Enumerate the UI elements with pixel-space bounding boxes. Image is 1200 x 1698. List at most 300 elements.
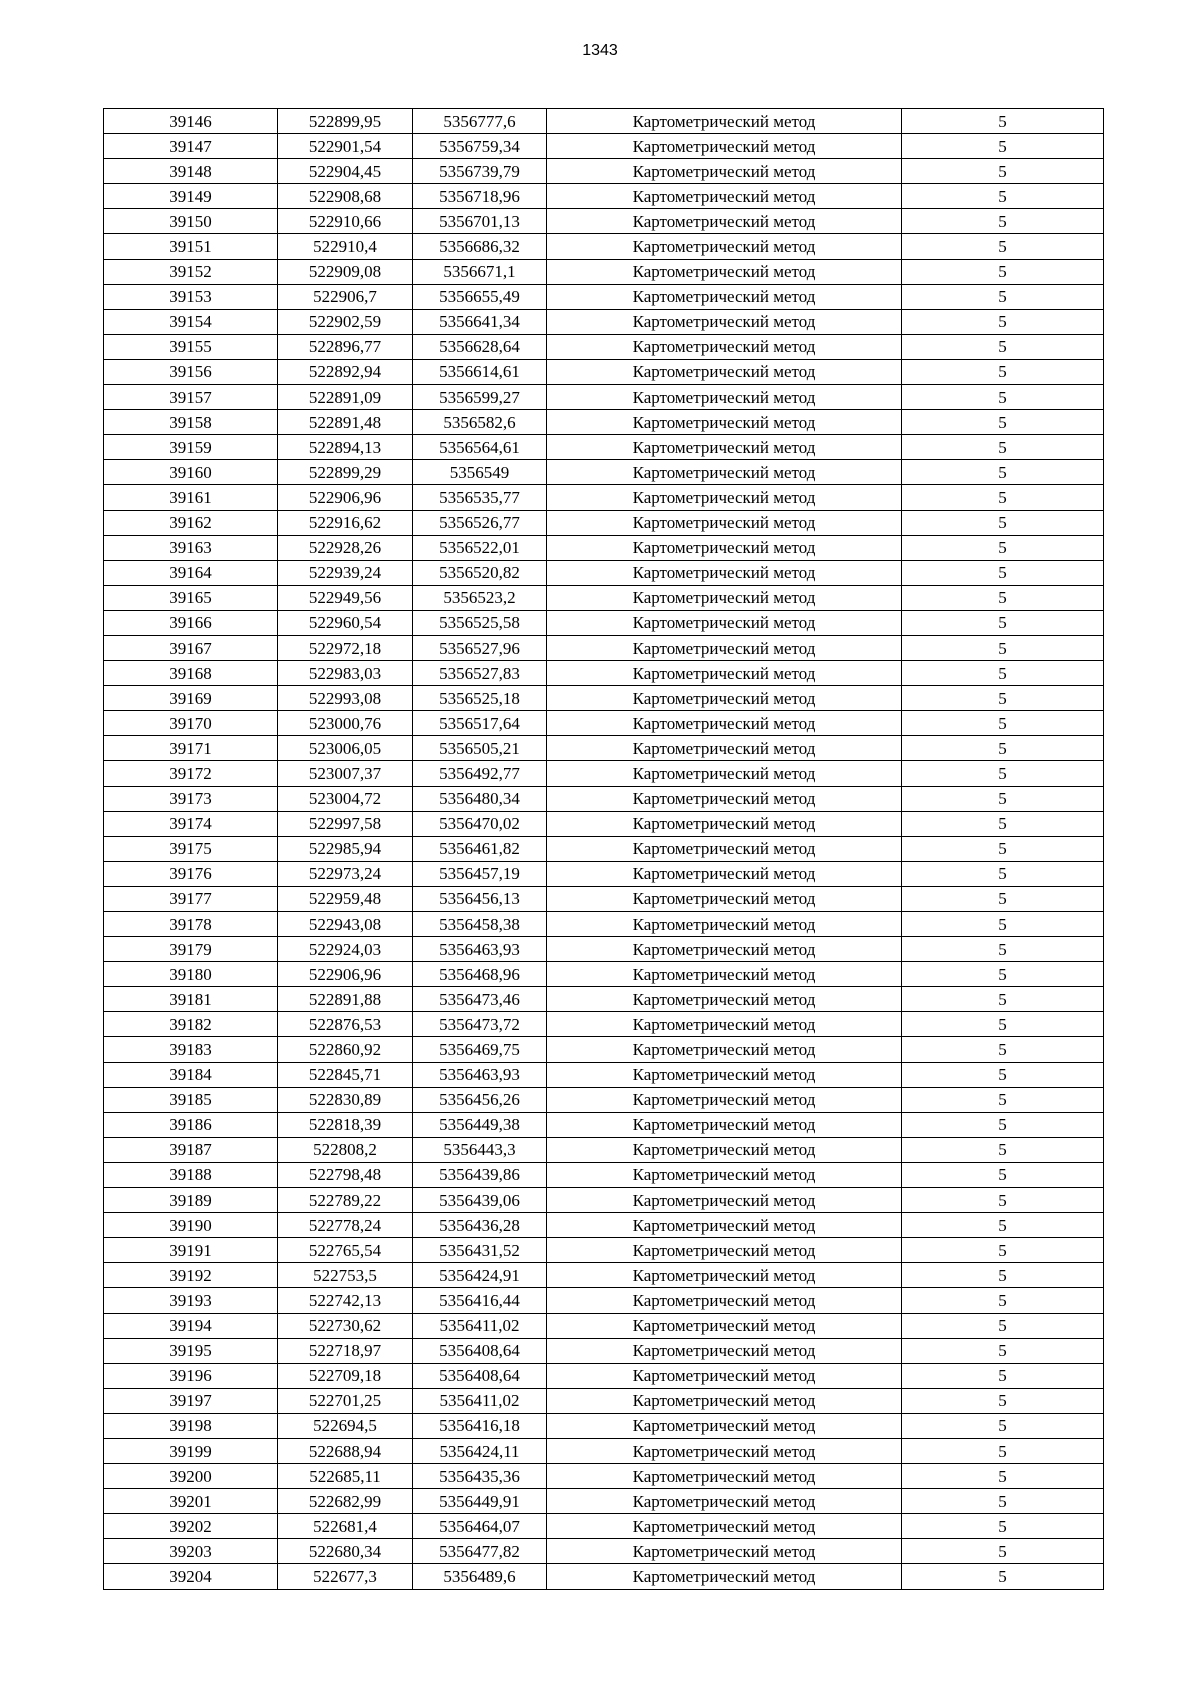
x-coordinate-cell: 522899,95 <box>278 109 413 134</box>
table-row <box>104 1313 1104 1338</box>
method-cell: Картометрический метод <box>547 1514 902 1539</box>
y-coordinate-cell: 5356411,02 <box>413 1313 547 1338</box>
y-coordinate-cell: 5356739,79 <box>413 159 547 184</box>
method-cell: Картометрический метод <box>547 1137 902 1162</box>
accuracy-cell: 5 <box>902 259 1104 284</box>
point-number-cell: 39204 <box>104 1564 278 1589</box>
point-number-cell: 39168 <box>104 661 278 686</box>
accuracy-cell: 5 <box>902 535 1104 560</box>
accuracy-cell: 5 <box>902 334 1104 359</box>
method-cell: Картометрический метод <box>547 686 902 711</box>
x-coordinate-cell: 522997,58 <box>278 811 413 836</box>
method-cell: Картометрический метод <box>547 635 902 660</box>
table-row <box>104 585 1104 610</box>
point-number-cell: 39160 <box>104 460 278 485</box>
x-coordinate-cell: 522718,97 <box>278 1338 413 1363</box>
table-row <box>104 912 1104 937</box>
accuracy-cell: 5 <box>902 435 1104 460</box>
method-cell: Картометрический метод <box>547 987 902 1012</box>
point-number-cell: 39149 <box>104 184 278 209</box>
accuracy-cell: 5 <box>902 1464 1104 1489</box>
table-row <box>104 1564 1104 1589</box>
accuracy-cell: 5 <box>902 184 1104 209</box>
x-coordinate-cell: 522909,08 <box>278 259 413 284</box>
point-number-cell: 39196 <box>104 1363 278 1388</box>
point-number-cell: 39191 <box>104 1238 278 1263</box>
table-row <box>104 1137 1104 1162</box>
table-row <box>104 686 1104 711</box>
x-coordinate-cell: 522906,7 <box>278 284 413 309</box>
y-coordinate-cell: 5356489,6 <box>413 1564 547 1589</box>
method-cell: Картометрический метод <box>547 535 902 560</box>
accuracy-cell: 5 <box>902 284 1104 309</box>
y-coordinate-cell: 5356424,91 <box>413 1263 547 1288</box>
accuracy-cell: 5 <box>902 385 1104 410</box>
x-coordinate-cell: 522818,39 <box>278 1112 413 1137</box>
y-coordinate-cell: 5356411,02 <box>413 1388 547 1413</box>
x-coordinate-cell: 522894,13 <box>278 435 413 460</box>
accuracy-cell: 5 <box>902 1413 1104 1438</box>
x-coordinate-cell: 522798,48 <box>278 1162 413 1187</box>
point-number-cell: 39162 <box>104 510 278 535</box>
method-cell: Картометрический метод <box>547 811 902 836</box>
point-number-cell: 39180 <box>104 962 278 987</box>
y-coordinate-cell: 5356473,46 <box>413 987 547 1012</box>
x-coordinate-cell: 522985,94 <box>278 836 413 861</box>
table-row <box>104 635 1104 660</box>
x-coordinate-cell: 522891,88 <box>278 987 413 1012</box>
table-row <box>104 610 1104 635</box>
y-coordinate-cell: 5356671,1 <box>413 259 547 284</box>
table-row <box>104 1188 1104 1213</box>
point-number-cell: 39203 <box>104 1539 278 1564</box>
x-coordinate-cell: 522924,03 <box>278 937 413 962</box>
method-cell: Картометрический метод <box>547 410 902 435</box>
accuracy-cell: 5 <box>902 886 1104 911</box>
accuracy-cell: 5 <box>902 485 1104 510</box>
method-cell: Картометрический метод <box>547 585 902 610</box>
table-row <box>104 1037 1104 1062</box>
point-number-cell: 39151 <box>104 234 278 259</box>
y-coordinate-cell: 5356457,19 <box>413 861 547 886</box>
y-coordinate-cell: 5356549 <box>413 460 547 485</box>
method-cell: Картометрический метод <box>547 1438 902 1463</box>
x-coordinate-cell: 522906,96 <box>278 962 413 987</box>
y-coordinate-cell: 5356470,02 <box>413 811 547 836</box>
y-coordinate-cell: 5356416,44 <box>413 1288 547 1313</box>
accuracy-cell: 5 <box>902 811 1104 836</box>
x-coordinate-cell: 522830,89 <box>278 1087 413 1112</box>
accuracy-cell: 5 <box>902 234 1104 259</box>
table-row <box>104 811 1104 836</box>
point-number-cell: 39188 <box>104 1162 278 1187</box>
x-coordinate-cell: 522709,18 <box>278 1363 413 1388</box>
y-coordinate-cell: 5356526,77 <box>413 510 547 535</box>
method-cell: Картометрический метод <box>547 962 902 987</box>
accuracy-cell: 5 <box>902 1162 1104 1187</box>
y-coordinate-cell: 5356522,01 <box>413 535 547 560</box>
y-coordinate-cell: 5356517,64 <box>413 711 547 736</box>
table-row <box>104 1539 1104 1564</box>
x-coordinate-cell: 522899,29 <box>278 460 413 485</box>
accuracy-cell: 5 <box>902 1539 1104 1564</box>
table-row <box>104 1464 1104 1489</box>
method-cell: Картометрический метод <box>547 334 902 359</box>
table-row <box>104 1438 1104 1463</box>
point-number-cell: 39186 <box>104 1112 278 1137</box>
point-number-cell: 39146 <box>104 109 278 134</box>
x-coordinate-cell: 522916,62 <box>278 510 413 535</box>
table-row <box>104 1413 1104 1438</box>
method-cell: Картометрический метод <box>547 259 902 284</box>
y-coordinate-cell: 5356463,93 <box>413 1062 547 1087</box>
table-row <box>104 284 1104 309</box>
accuracy-cell: 5 <box>902 134 1104 159</box>
point-number-cell: 39173 <box>104 786 278 811</box>
x-coordinate-cell: 522891,48 <box>278 410 413 435</box>
table-row <box>104 109 1104 134</box>
point-number-cell: 39175 <box>104 836 278 861</box>
table-row <box>104 560 1104 585</box>
accuracy-cell: 5 <box>902 1112 1104 1137</box>
y-coordinate-cell: 5356461,82 <box>413 836 547 861</box>
accuracy-cell: 5 <box>902 585 1104 610</box>
y-coordinate-cell: 5356456,26 <box>413 1087 547 1112</box>
accuracy-cell: 5 <box>902 1213 1104 1238</box>
y-coordinate-cell: 5356473,72 <box>413 1012 547 1037</box>
y-coordinate-cell: 5356525,58 <box>413 610 547 635</box>
point-number-cell: 39148 <box>104 159 278 184</box>
method-cell: Картометрический метод <box>547 1313 902 1338</box>
point-number-cell: 39193 <box>104 1288 278 1313</box>
method-cell: Картометрический метод <box>547 937 902 962</box>
point-number-cell: 39183 <box>104 1037 278 1062</box>
table-row <box>104 184 1104 209</box>
x-coordinate-cell: 522973,24 <box>278 861 413 886</box>
accuracy-cell: 5 <box>902 460 1104 485</box>
method-cell: Картометрический метод <box>547 1288 902 1313</box>
x-coordinate-cell: 522789,22 <box>278 1188 413 1213</box>
x-coordinate-cell: 522742,13 <box>278 1288 413 1313</box>
x-coordinate-cell: 522960,54 <box>278 610 413 635</box>
y-coordinate-cell: 5356458,38 <box>413 912 547 937</box>
accuracy-cell: 5 <box>902 1062 1104 1087</box>
accuracy-cell: 5 <box>902 686 1104 711</box>
y-coordinate-cell: 5356759,34 <box>413 134 547 159</box>
point-number-cell: 39161 <box>104 485 278 510</box>
x-coordinate-cell: 522928,26 <box>278 535 413 560</box>
x-coordinate-cell: 522906,96 <box>278 485 413 510</box>
method-cell: Картометрический метод <box>547 184 902 209</box>
point-number-cell: 39178 <box>104 912 278 937</box>
table-row <box>104 836 1104 861</box>
point-number-cell: 39194 <box>104 1313 278 1338</box>
point-number-cell: 39184 <box>104 1062 278 1087</box>
point-number-cell: 39187 <box>104 1137 278 1162</box>
x-coordinate-cell: 522808,2 <box>278 1137 413 1162</box>
table-row <box>104 1388 1104 1413</box>
y-coordinate-cell: 5356436,28 <box>413 1213 547 1238</box>
table-row <box>104 1087 1104 1112</box>
point-number-cell: 39157 <box>104 385 278 410</box>
y-coordinate-cell: 5356628,64 <box>413 334 547 359</box>
accuracy-cell: 5 <box>902 836 1104 861</box>
page-number: 1343 <box>582 42 618 59</box>
accuracy-cell: 5 <box>902 1288 1104 1313</box>
method-cell: Картометрический метод <box>547 1112 902 1137</box>
method-cell: Картометрический метод <box>547 359 902 384</box>
accuracy-cell: 5 <box>902 861 1104 886</box>
method-cell: Картометрический метод <box>547 711 902 736</box>
accuracy-cell: 5 <box>902 786 1104 811</box>
table-row <box>104 1162 1104 1187</box>
point-number-cell: 39156 <box>104 359 278 384</box>
method-cell: Картометрический метод <box>547 736 902 761</box>
point-number-cell: 39155 <box>104 334 278 359</box>
y-coordinate-cell: 5356641,34 <box>413 309 547 334</box>
y-coordinate-cell: 5356408,64 <box>413 1363 547 1388</box>
x-coordinate-cell: 522677,3 <box>278 1564 413 1589</box>
accuracy-cell: 5 <box>902 661 1104 686</box>
accuracy-cell: 5 <box>902 560 1104 585</box>
accuracy-cell: 5 <box>902 1489 1104 1514</box>
method-cell: Картометрический метод <box>547 385 902 410</box>
x-coordinate-cell: 522685,11 <box>278 1464 413 1489</box>
y-coordinate-cell: 5356439,86 <box>413 1162 547 1187</box>
x-coordinate-cell: 522939,24 <box>278 560 413 585</box>
table-row <box>104 736 1104 761</box>
x-coordinate-cell: 522701,25 <box>278 1388 413 1413</box>
method-cell: Картометрический метод <box>547 209 902 234</box>
method-cell: Картометрический метод <box>547 1489 902 1514</box>
y-coordinate-cell: 5356435,36 <box>413 1464 547 1489</box>
point-number-cell: 39171 <box>104 736 278 761</box>
method-cell: Картометрический метод <box>547 761 902 786</box>
table-row <box>104 1238 1104 1263</box>
y-coordinate-cell: 5356599,27 <box>413 385 547 410</box>
table-row <box>104 1062 1104 1087</box>
accuracy-cell: 5 <box>902 635 1104 660</box>
method-cell: Картометрический метод <box>547 485 902 510</box>
accuracy-cell: 5 <box>902 359 1104 384</box>
x-coordinate-cell: 522778,24 <box>278 1213 413 1238</box>
coordinates-table-body <box>104 109 1104 1590</box>
table-row <box>104 962 1104 987</box>
method-cell: Картометрический метод <box>547 284 902 309</box>
x-coordinate-cell: 522891,09 <box>278 385 413 410</box>
accuracy-cell: 5 <box>902 209 1104 234</box>
table-row <box>104 761 1104 786</box>
accuracy-cell: 5 <box>902 736 1104 761</box>
accuracy-cell: 5 <box>902 1037 1104 1062</box>
point-number-cell: 39167 <box>104 635 278 660</box>
accuracy-cell: 5 <box>902 1188 1104 1213</box>
x-coordinate-cell: 522959,48 <box>278 886 413 911</box>
table-row <box>104 987 1104 1012</box>
accuracy-cell: 5 <box>902 159 1104 184</box>
table-row <box>104 309 1104 334</box>
x-coordinate-cell: 523007,37 <box>278 761 413 786</box>
coordinates-table <box>103 108 1104 1590</box>
table-row <box>104 485 1104 510</box>
point-number-cell: 39195 <box>104 1338 278 1363</box>
x-coordinate-cell: 522876,53 <box>278 1012 413 1037</box>
point-number-cell: 39170 <box>104 711 278 736</box>
y-coordinate-cell: 5356505,21 <box>413 736 547 761</box>
y-coordinate-cell: 5356525,18 <box>413 686 547 711</box>
method-cell: Картометрический метод <box>547 1162 902 1187</box>
y-coordinate-cell: 5356492,77 <box>413 761 547 786</box>
accuracy-cell: 5 <box>902 1514 1104 1539</box>
point-number-cell: 39166 <box>104 610 278 635</box>
point-number-cell: 39177 <box>104 886 278 911</box>
x-coordinate-cell: 522993,08 <box>278 686 413 711</box>
x-coordinate-cell: 523004,72 <box>278 786 413 811</box>
method-cell: Картометрический метод <box>547 159 902 184</box>
table-row <box>104 334 1104 359</box>
accuracy-cell: 5 <box>902 1313 1104 1338</box>
x-coordinate-cell: 522949,56 <box>278 585 413 610</box>
method-cell: Картометрический метод <box>547 1564 902 1589</box>
method-cell: Картометрический метод <box>547 861 902 886</box>
y-coordinate-cell: 5356416,18 <box>413 1413 547 1438</box>
x-coordinate-cell: 522910,66 <box>278 209 413 234</box>
accuracy-cell: 5 <box>902 510 1104 535</box>
table-row <box>104 1263 1104 1288</box>
method-cell: Картометрический метод <box>547 1037 902 1062</box>
point-number-cell: 39189 <box>104 1188 278 1213</box>
point-number-cell: 39158 <box>104 410 278 435</box>
method-cell: Картометрический метод <box>547 1238 902 1263</box>
y-coordinate-cell: 5356718,96 <box>413 184 547 209</box>
point-number-cell: 39153 <box>104 284 278 309</box>
point-number-cell: 39163 <box>104 535 278 560</box>
method-cell: Картометрический метод <box>547 1087 902 1112</box>
method-cell: Картометрический метод <box>547 661 902 686</box>
accuracy-cell: 5 <box>902 1388 1104 1413</box>
point-number-cell: 39159 <box>104 435 278 460</box>
accuracy-cell: 5 <box>902 1338 1104 1363</box>
accuracy-cell: 5 <box>902 761 1104 786</box>
method-cell: Картометрический метод <box>547 1213 902 1238</box>
table-row <box>104 410 1104 435</box>
accuracy-cell: 5 <box>902 1564 1104 1589</box>
y-coordinate-cell: 5356527,83 <box>413 661 547 686</box>
method-cell: Картометрический метод <box>547 510 902 535</box>
x-coordinate-cell: 522694,5 <box>278 1413 413 1438</box>
point-number-cell: 39164 <box>104 560 278 585</box>
method-cell: Картометрический метод <box>547 836 902 861</box>
method-cell: Картометрический метод <box>547 610 902 635</box>
accuracy-cell: 5 <box>902 962 1104 987</box>
method-cell: Картометрический метод <box>547 886 902 911</box>
method-cell: Картометрический метод <box>547 1363 902 1388</box>
x-coordinate-cell: 522860,92 <box>278 1037 413 1062</box>
x-coordinate-cell: 522908,68 <box>278 184 413 209</box>
y-coordinate-cell: 5356564,61 <box>413 435 547 460</box>
accuracy-cell: 5 <box>902 711 1104 736</box>
method-cell: Картометрический метод <box>547 1413 902 1438</box>
accuracy-cell: 5 <box>902 987 1104 1012</box>
y-coordinate-cell: 5356408,64 <box>413 1338 547 1363</box>
y-coordinate-cell: 5356463,93 <box>413 937 547 962</box>
x-coordinate-cell: 522765,54 <box>278 1238 413 1263</box>
y-coordinate-cell: 5356523,2 <box>413 585 547 610</box>
point-number-cell: 39181 <box>104 987 278 1012</box>
y-coordinate-cell: 5356535,77 <box>413 485 547 510</box>
table-row <box>104 1012 1104 1037</box>
x-coordinate-cell: 522972,18 <box>278 635 413 660</box>
table-row <box>104 535 1104 560</box>
accuracy-cell: 5 <box>902 309 1104 334</box>
table-row <box>104 234 1104 259</box>
y-coordinate-cell: 5356527,96 <box>413 635 547 660</box>
point-number-cell: 39190 <box>104 1213 278 1238</box>
point-number-cell: 39200 <box>104 1464 278 1489</box>
point-number-cell: 39197 <box>104 1388 278 1413</box>
y-coordinate-cell: 5356480,34 <box>413 786 547 811</box>
x-coordinate-cell: 522730,62 <box>278 1313 413 1338</box>
table-row <box>104 134 1104 159</box>
y-coordinate-cell: 5356468,96 <box>413 962 547 987</box>
method-cell: Картометрический метод <box>547 460 902 485</box>
accuracy-cell: 5 <box>902 1137 1104 1162</box>
y-coordinate-cell: 5356431,52 <box>413 1238 547 1263</box>
table-row <box>104 1338 1104 1363</box>
accuracy-cell: 5 <box>902 1087 1104 1112</box>
x-coordinate-cell: 522682,99 <box>278 1489 413 1514</box>
y-coordinate-cell: 5356464,07 <box>413 1514 547 1539</box>
x-coordinate-cell: 523000,76 <box>278 711 413 736</box>
table-row <box>104 460 1104 485</box>
accuracy-cell: 5 <box>902 610 1104 635</box>
method-cell: Картометрический метод <box>547 1338 902 1363</box>
method-cell: Картометрический метод <box>547 1263 902 1288</box>
y-coordinate-cell: 5356582,6 <box>413 410 547 435</box>
x-coordinate-cell: 522910,4 <box>278 234 413 259</box>
x-coordinate-cell: 522896,77 <box>278 334 413 359</box>
table-row <box>104 1213 1104 1238</box>
point-number-cell: 39174 <box>104 811 278 836</box>
point-number-cell: 39198 <box>104 1413 278 1438</box>
method-cell: Картометрический метод <box>547 1012 902 1037</box>
table-row <box>104 886 1104 911</box>
y-coordinate-cell: 5356520,82 <box>413 560 547 585</box>
table-row <box>104 661 1104 686</box>
table-row <box>104 1514 1104 1539</box>
y-coordinate-cell: 5356439,06 <box>413 1188 547 1213</box>
y-coordinate-cell: 5356614,61 <box>413 359 547 384</box>
point-number-cell: 39154 <box>104 309 278 334</box>
x-coordinate-cell: 522680,34 <box>278 1539 413 1564</box>
method-cell: Картометрический метод <box>547 1464 902 1489</box>
accuracy-cell: 5 <box>902 912 1104 937</box>
accuracy-cell: 5 <box>902 1238 1104 1263</box>
x-coordinate-cell: 522753,5 <box>278 1263 413 1288</box>
y-coordinate-cell: 5356449,38 <box>413 1112 547 1137</box>
table-row <box>104 510 1104 535</box>
point-number-cell: 39185 <box>104 1087 278 1112</box>
point-number-cell: 39147 <box>104 134 278 159</box>
x-coordinate-cell: 522901,54 <box>278 134 413 159</box>
accuracy-cell: 5 <box>902 1363 1104 1388</box>
table-row <box>104 385 1104 410</box>
point-number-cell: 39201 <box>104 1489 278 1514</box>
table-row <box>104 1288 1104 1313</box>
method-cell: Картометрический метод <box>547 1388 902 1413</box>
point-number-cell: 39176 <box>104 861 278 886</box>
method-cell: Картометрический метод <box>547 134 902 159</box>
